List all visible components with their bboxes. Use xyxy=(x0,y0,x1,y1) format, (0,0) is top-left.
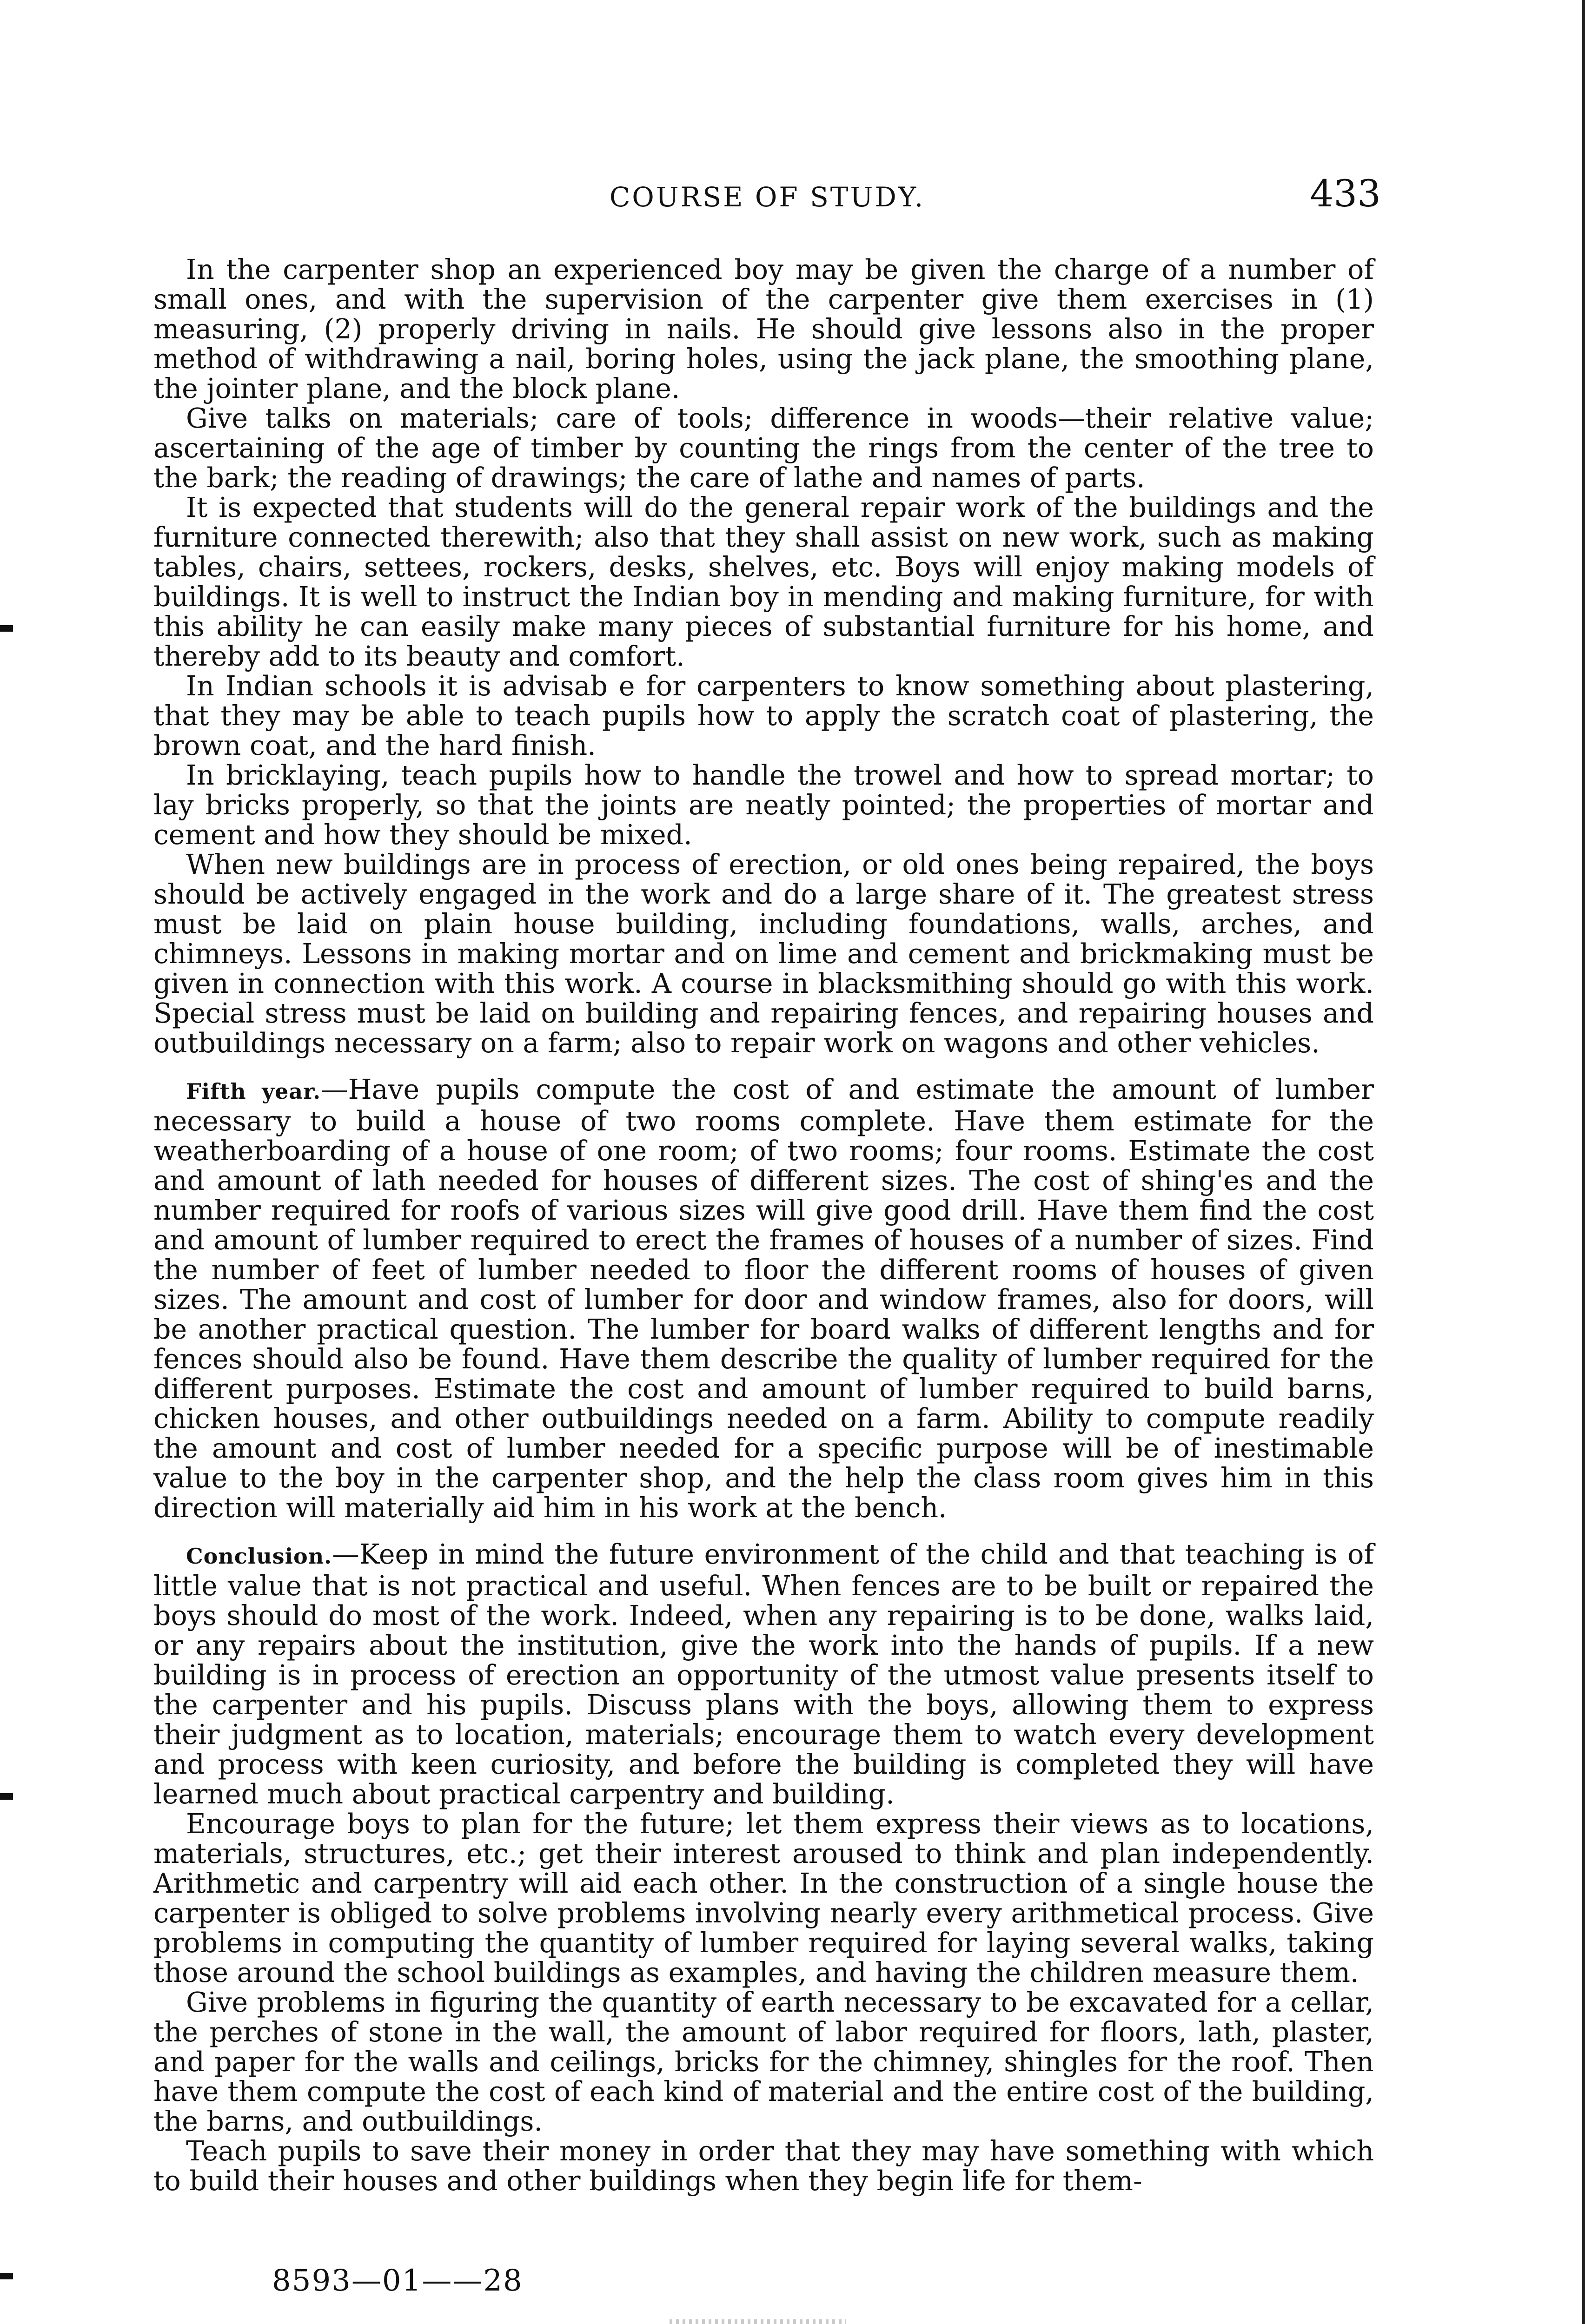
paragraph: Teach pupils to save their money in order that they may have something with which to build their houses and other buildings when they begin life for them- xyxy=(153,2135,1374,2197)
margin-mark xyxy=(0,1793,13,1800)
paragraph: Encourage boys to plan for the future; let them express their views as to locations, materials, structures, etc.; get their interest aroused to think and plan independently. Arithmetic and carpentry will aid each other. In the construction of a single house the carpenter is obliged to solve problems involving nearly every arithmetical process. Give problems in computing the quantity of lumber required for laying several walks, taking those around the school buildings as examples, and having the children measure them. xyxy=(153,1808,1374,1988)
conclusion-paragraph xyxy=(153,1539,1374,1809)
paragraph: In bricklaying, teach pupils how to handle the trowel and how to spread mortar; to lay bricks properly, so that the joints are neatly pointed; the properties of mortar and cement and how they should be mixed. xyxy=(153,759,1374,851)
margin-mark xyxy=(0,625,13,632)
page-number: 433 xyxy=(1310,172,1381,215)
printer-signature: 8593—01——28 xyxy=(272,2264,523,2298)
body-text xyxy=(153,255,1374,2196)
margin-mark xyxy=(0,2273,13,2279)
page-header xyxy=(153,172,1381,223)
paragraph: In the carpenter shop an experienced boy may be given the charge of a number of small ones, and with the supervision of the carpenter give them exercises in (1) measuring, (2) properly driving in nails. He should give lessons also in the proper method of withdrawing a nail, boring holes, using the jack plane, the smoothing plane, the jointer plane, and the block plane. xyxy=(153,254,1374,404)
paragraph: When new buildings are in process of erection, or old ones being repaired, the boys should be actively engaged in the work and do a large share of it. The greatest stress must be laid on plain house building, including foundations, walls, arches, and chimneys. Lessons in making mortar and on lime and cement and brickmaking must be given in connection with this work. A course in blacksmithing should go with this work. Special stress must be laid on building and repairing fences, and repairing houses and outbuildings necessary on a farm; also to repair work on wagons and other vehicles. xyxy=(153,849,1374,1059)
print-smudge xyxy=(670,2319,846,2324)
paragraph: It is expected that students will do the general repair work of the buildings and the furniture connected therewith; also that they shall assist on new work, such as making tables, chairs, settees, rockers, desks, shelves, etc. Boys will enjoy making models of buildings. It is well to instruct the Indian boy in mending and making furniture, for with this ability he can easily make many pieces of substantial furniture for his home, and thereby add to its beauty and comfort. xyxy=(153,492,1374,672)
paragraph: Give problems in figuring the quantity of earth necessary to be excavated for a cellar, the perches of stone in the wall, the amount of labor required for floors, lath, plaster, and paper for the walls and ceilings, bricks for the chimney, shingles for the roof. Then have them compute the cost of each kind of material and the entire cost of the building, the barns, and outbuildings. xyxy=(153,1987,1374,2137)
paragraph: Give talks on materials; care of tools; difference in woods—their relative value; ascertaining of the age of timber by counting the rings from the center of the tree to the bark; the reading of drawings; the care of lathe and names of parts. xyxy=(153,403,1374,494)
paragraph: In Indian schools it is advisab e for carpenters to know something about plastering, that they may be able to teach pupils how to apply the scratch coat of plastering, the brown coat, and the hard finish. xyxy=(153,670,1374,761)
fifth-year-paragraph xyxy=(153,1075,1374,1523)
section-heading-fifth-year: Fifth year. xyxy=(186,1079,321,1104)
fifth-year-text: —Have pupils compute the cost of and estimate the amount of lumber necessary to build a house of two rooms complete. Have them estimate for the weatherboarding of a house of one room; of two rooms; four rooms. Estimate the cost and amount of lath needed for houses of different sizes. The cost of shing'es and the number required for roofs of various sizes will give good drill. Have them find the cost and amount of lumber required to erect the frames of houses of a number of sizes. Find the number of feet of lumber needed to floor the different rooms of houses of given sizes. The amount and cost of lumber for door and window frames, also for doors, will be another practical question. The lumber for board walks of different lengths and for fences should also be found. Have them describe the quality of lumber required for the different purposes. Estimate the cost and amount of lumber required to build barns, chicken houses, and other outbuildings needed on a farm. Ability to compute readily the amount and cost of lumber needed for a specific purpose will be of inestimable value to the boy in the carpenter shop, and the help the class room gives him in this direction will materially aid him in his work at the bench. xyxy=(153,1074,1374,1524)
section-heading-conclusion: Conclusion. xyxy=(186,1544,332,1569)
conclusion-text: —Keep in mind the future environment of the child and that teaching is of little value that is not practical and useful. When fences are to be built or repaired the boys should do most of the work. Indeed, when any repairing is to be done, walks laid, or any repairs about the institution, give the work into the hands of pupils. If a new building is in process of erection an opportunity of the utmost value presents itself to the carpenter and his pupils. Discuss plans with the boys, allowing them to express their judgment as to location, materials; encourage them to watch every development and process with keen curiosity, and before the building is completed they will have learned much about practical carpentry and building. xyxy=(153,1538,1374,1810)
running-title: COURSE OF STUDY. xyxy=(609,181,925,213)
